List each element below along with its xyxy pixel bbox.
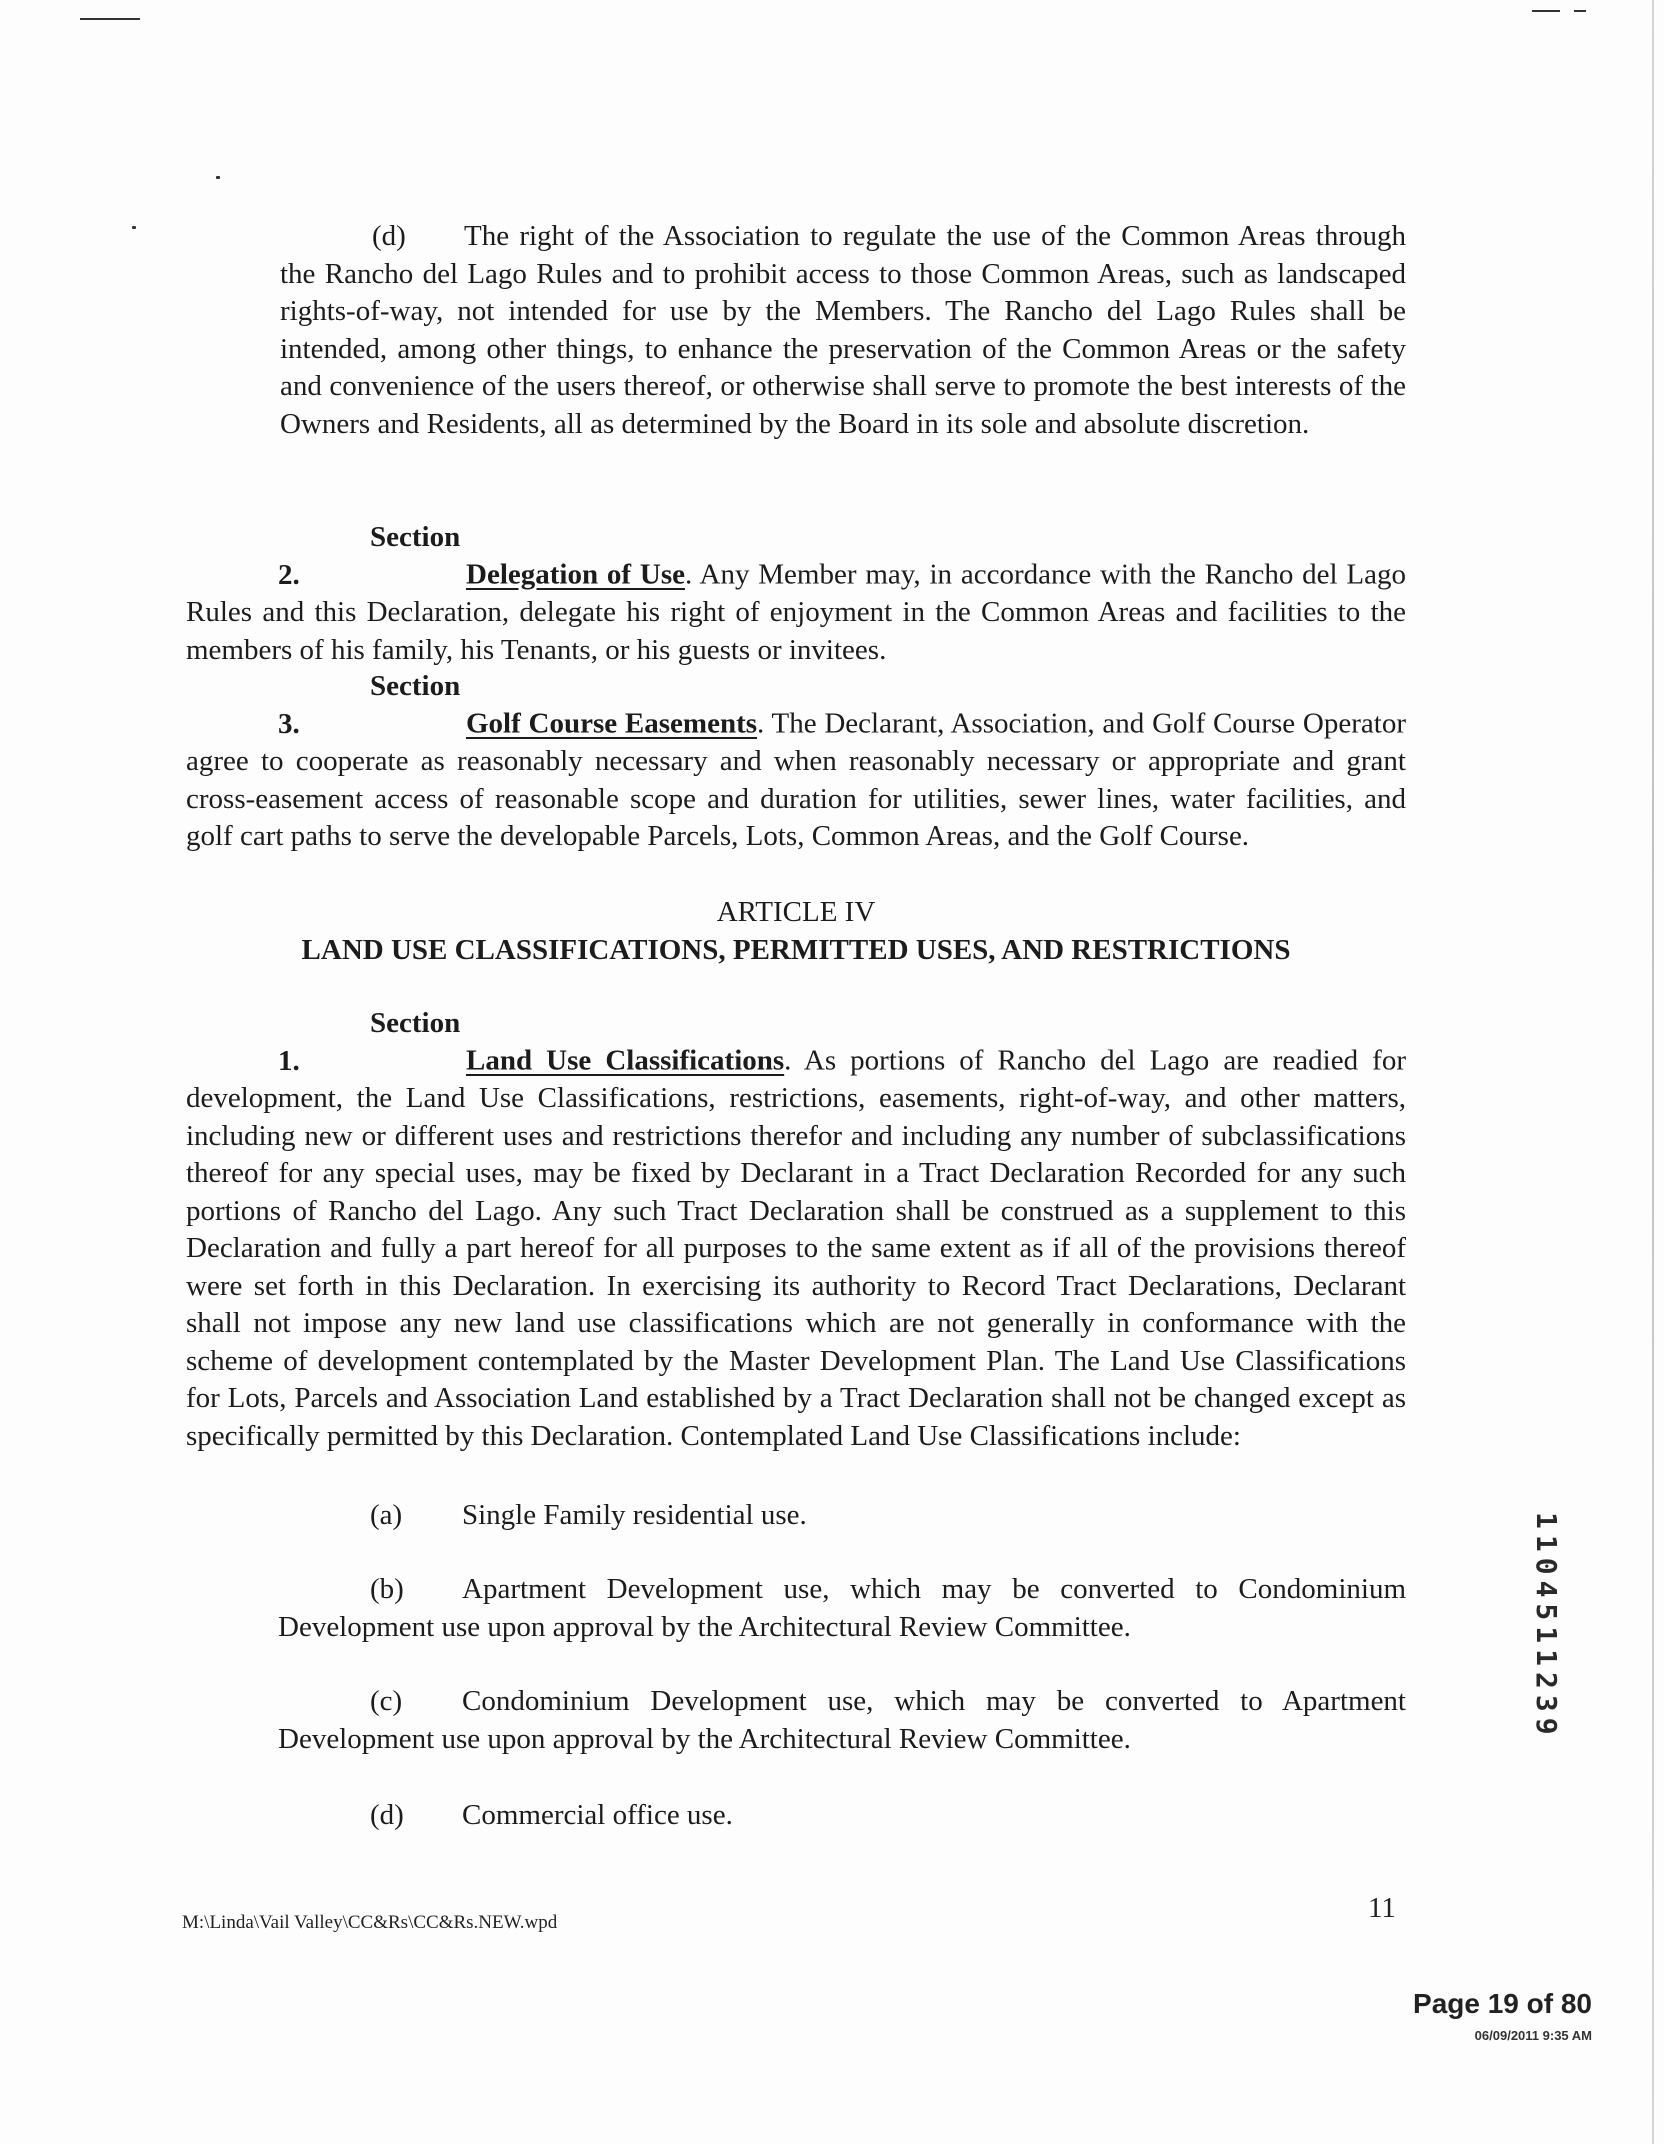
page-count-stamp: Page 19 of 80	[1413, 1988, 1592, 2019]
section-text: . Any Member may, in accordance with the Rancho del Lago Rules and this Declaration, delegate his right of enjoyment in the Common Areas and facilities to the members of his family, his Tenants, or his guests or invitees.	[186, 558, 1406, 666]
list-item-text: Condominium Development use, which may be converted to Apartment Development use upon approval by the Architectural Review Committee.	[278, 1685, 1406, 1755]
section-1-paragraph	[186, 1005, 1406, 1455]
scan-dot	[132, 226, 136, 229]
page-number: 11	[1368, 1892, 1396, 1924]
paragraph-label: (d)	[372, 220, 406, 252]
section-number: Section 1.	[278, 1007, 461, 1077]
recording-number: 1104511239	[1530, 1512, 1563, 1741]
scan-edge	[1652, 0, 1654, 2144]
section-text: . As portions of Rancho del Lago are readied for development, the Land Use Classifications, restrictions, easements, right-of-way, and other matters, including new or different uses and restrictions therefor and including any number of subclassifications thereof for any special uses, may be fixed by Declarant in a Tract Declaration Recorded for any such portions of Rancho del Lago. Any such Tract Declaration shall be construed as a supplement to this Declaration and fully a part hereof for all purposes to the same extent as if all of the provisions thereof were set forth in this Declaration. In exercising its authority to Record Tract Declarations, Declarant shall not impose any new land use classifications which are not generally in conformance with the scheme of development contemplated by the Master Development Plan. The Land Use Classifications for Lots, Parcels and Association Land established by a Tract Declaration shall not be changed except as specifically permitted by this Declaration. Contemplated Land Use Classifications include:	[186, 1044, 1406, 1452]
section-text: . The Declarant, Association, and Golf Course Operator agree to cooperate as reasonably necessary and when reasonably necessary or appropriate and grant cross-easement access of reasonable scope and duration for utilities, sewer lines, water facilities, and golf cart paths to serve the developable Parcels, Lots, Common Areas, and the Golf Course.	[186, 707, 1406, 852]
scan-mark-top-right	[1532, 10, 1560, 12]
list-item-label: (a)	[370, 1499, 403, 1531]
paragraph-d	[280, 218, 1406, 443]
paragraph-text: The right of the Association to regulate the use of the Common Areas through the Rancho del Lago Rules and to prohibit access to those Common Areas, such as landscaped rights-of-way, not intended for use by the Members. The Rancho del Lago Rules shall be intended, among other things, to enhance the preservation of the Common Areas or the safety and convenience of the users thereof, or otherwise shall serve to promote the best interests of the Owners and Residents, all as determined by the Board in its sole and absolute discretion.	[280, 220, 1406, 440]
list-item-text: Commercial office use.	[462, 1799, 733, 1831]
list-item	[278, 1797, 1406, 1835]
section-2-paragraph	[186, 519, 1406, 669]
list-item-label: (b)	[370, 1573, 404, 1605]
list-item-text: Single Family residential use.	[462, 1499, 807, 1531]
section-number: Section 3.	[278, 670, 461, 740]
footer-file-path: M:\Linda\Vail Valley\CC&Rs\CC&Rs.NEW.wpd	[182, 1912, 558, 1933]
list-item	[278, 1497, 1406, 1535]
list-item-text: Apartment Development use, which may be converted to Condominium Development use upon approval by the Architectural Review Committee.	[278, 1573, 1406, 1643]
list-item-label: (d)	[370, 1799, 404, 1831]
article-number: ARTICLE IV	[716, 896, 876, 928]
section-title: Golf Course Easements	[466, 707, 758, 740]
scan-mark-top-right-2	[1574, 10, 1586, 12]
list-item-label: (c)	[370, 1685, 403, 1717]
list-item	[278, 1683, 1406, 1758]
article-title: LAND USE CLASSIFICATIONS, PERMITTED USES, AND RESTRICTIONS	[301, 934, 1291, 966]
list-item	[278, 1571, 1406, 1646]
section-3-paragraph	[186, 668, 1406, 856]
date-stamp: 06/09/2011 9:35 AM	[1474, 2028, 1592, 2043]
section-title: Delegation of Use	[466, 558, 686, 591]
section-title: Land Use Classifications	[466, 1044, 785, 1077]
scan-dot	[216, 176, 220, 179]
section-number: Section 2.	[278, 521, 461, 591]
scan-mark-top-left	[80, 18, 140, 20]
